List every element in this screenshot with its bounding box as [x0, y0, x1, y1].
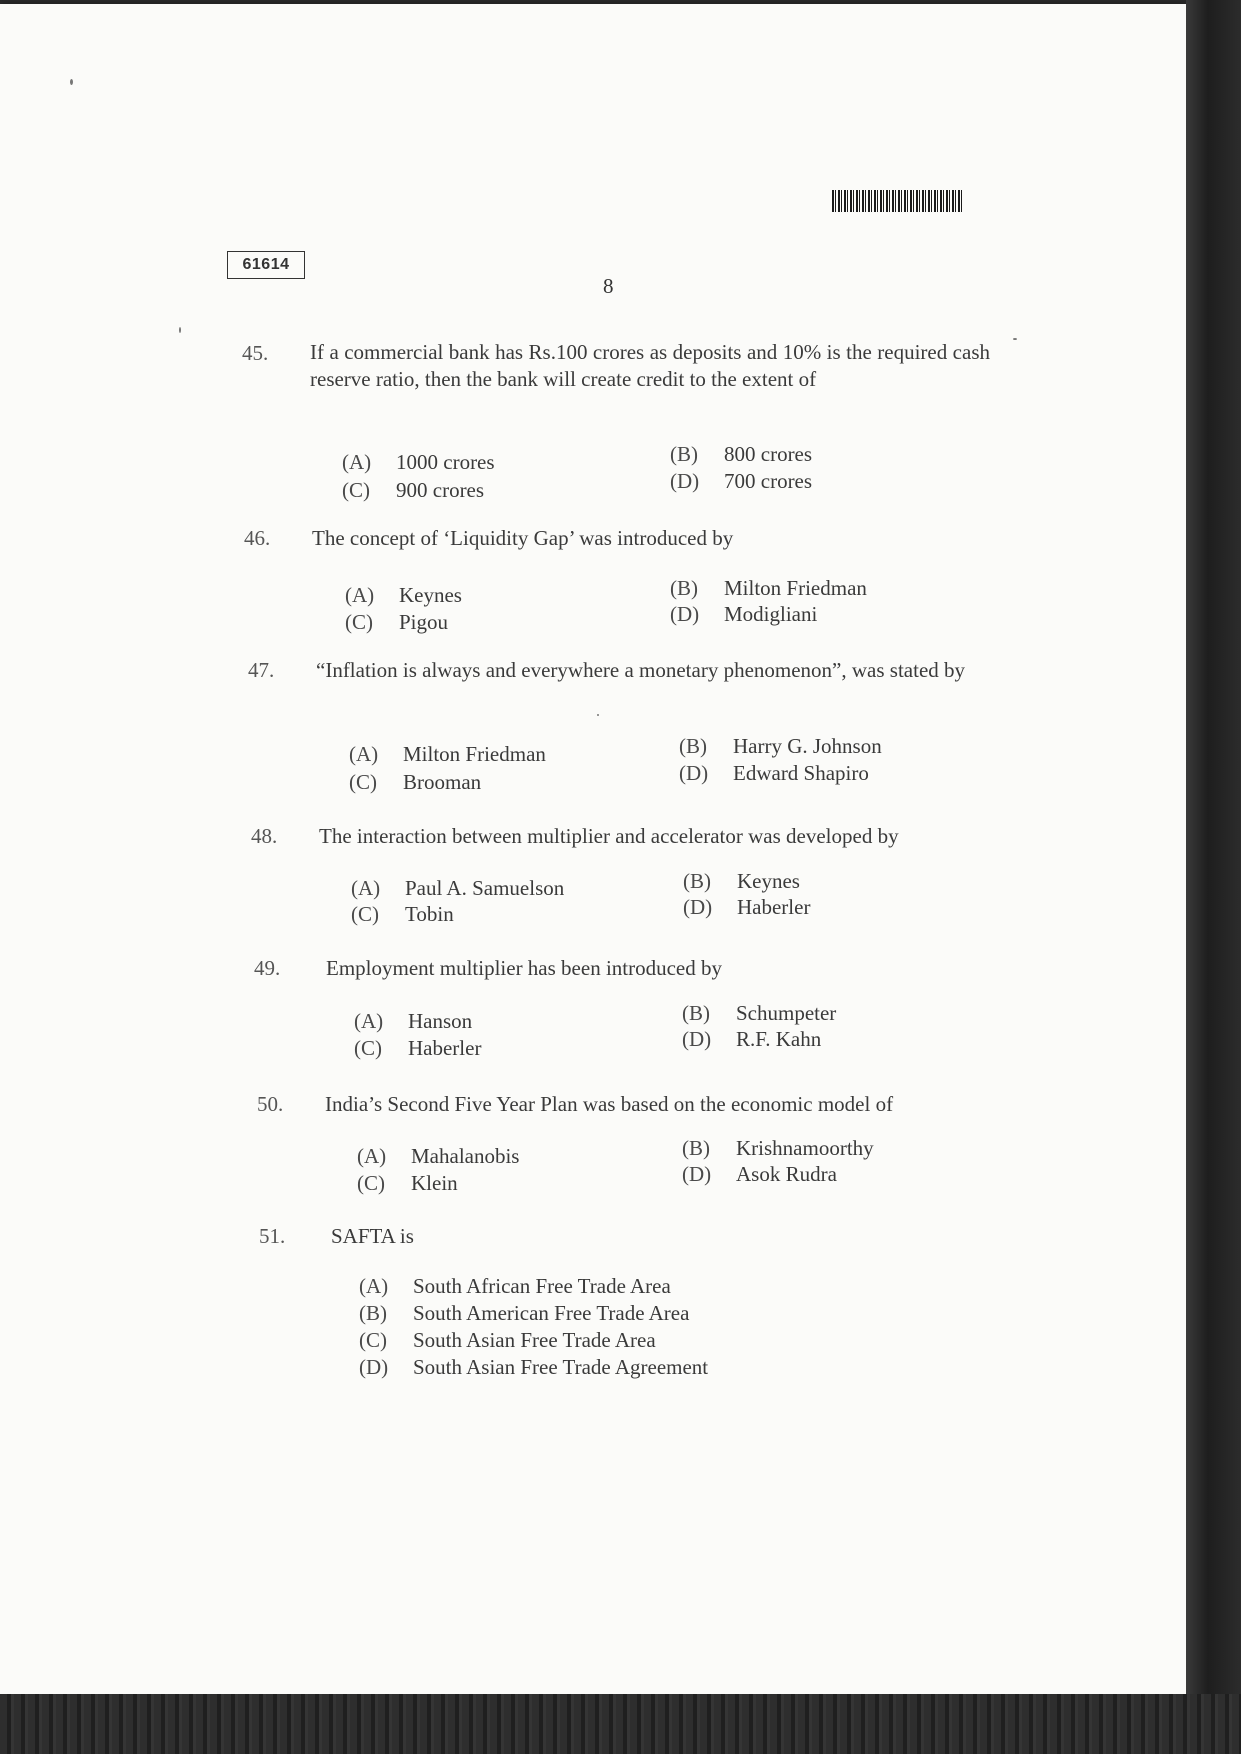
option-text: Hanson [408, 1009, 473, 1033]
option-text: Krishnamoorthy [736, 1136, 874, 1160]
option-b [682, 1134, 874, 1162]
option-text: Paul A. Samuelson [405, 876, 565, 900]
option-text: Klein [411, 1171, 458, 1195]
option-letter: (B) [683, 869, 711, 893]
option-text: 800 crores [724, 442, 813, 466]
option-letter: (A) [351, 876, 381, 900]
option-letter: (C) [357, 1171, 385, 1195]
option-letter: (D) [670, 469, 700, 493]
option-d [679, 759, 869, 787]
option-text: 900 crores [396, 478, 485, 502]
option-letter: (C) [345, 610, 373, 634]
question-51 [259, 1222, 1059, 1382]
option-c [359, 1326, 656, 1354]
option-a [359, 1272, 671, 1300]
option-letter: (A) [357, 1144, 387, 1168]
option-text: Brooman [403, 770, 482, 794]
option-letter: (D) [359, 1355, 389, 1379]
question-text: If a commercial bank has Rs.100 crores as deposits and 10% is the required cash reserve ratio, then the bank will create credit to the extent of [310, 340, 990, 391]
question-46 [244, 524, 1044, 634]
barcode [832, 190, 964, 212]
option-a [351, 874, 564, 902]
option-letter: (C) [349, 770, 377, 794]
option-a [345, 581, 462, 609]
option-b [670, 440, 812, 468]
option-a [342, 448, 495, 476]
question-47 [248, 656, 1048, 796]
question-49 [254, 954, 1054, 1064]
question-text: The interaction between multiplier and accelerator was developed by [319, 824, 899, 848]
option-d [682, 1160, 837, 1188]
question-number: 46. [244, 526, 271, 550]
option-letter: (B) [679, 734, 707, 758]
option-b [679, 732, 882, 760]
option-text: Haberler [408, 1036, 482, 1060]
option-text: Harry G. Johnson [733, 734, 882, 758]
option-letter: (A) [342, 450, 372, 474]
option-c [349, 768, 481, 796]
option-c [354, 1034, 481, 1062]
option-letter: (B) [682, 1001, 710, 1025]
option-text: R.F. Kahn [736, 1027, 822, 1051]
option-d [670, 600, 817, 628]
question-number: 50. [257, 1092, 284, 1116]
option-letter: (B) [359, 1301, 387, 1325]
option-letter: (D) [683, 895, 713, 919]
option-text: Schumpeter [736, 1001, 837, 1025]
question-number: 45. [242, 341, 269, 365]
question-45 [242, 339, 1042, 509]
option-a [354, 1007, 472, 1035]
option-c [342, 476, 484, 504]
option-letter: (C) [354, 1036, 382, 1060]
option-text: Edward Shapiro [733, 761, 869, 785]
option-text: Keynes [737, 869, 800, 893]
option-letter: (C) [359, 1328, 387, 1352]
scan-speck [70, 79, 73, 85]
question-number: 48. [251, 824, 278, 848]
option-b [670, 574, 867, 602]
question-text: “Inflation is always and everywhere a monetary phenomenon”, was stated by [316, 658, 966, 682]
option-text: South Asian Free Trade Agreement [413, 1355, 709, 1379]
question-text: The concept of ‘Liquidity Gap’ was introduced by [312, 526, 734, 550]
question-number: 47. [248, 658, 275, 682]
option-letter: (B) [682, 1136, 710, 1160]
option-text: Keynes [399, 583, 462, 607]
option-b [683, 867, 800, 895]
option-letter: (A) [354, 1009, 384, 1033]
option-text: Milton Friedman [724, 576, 867, 600]
option-text: South American Free Trade Area [413, 1301, 690, 1325]
option-c [357, 1169, 458, 1197]
option-c [345, 608, 448, 636]
option-b [359, 1299, 689, 1327]
option-text: Asok Rudra [736, 1162, 837, 1186]
option-letter: (A) [345, 583, 375, 607]
option-text: South African Free Trade Area [413, 1274, 671, 1298]
option-letter: (D) [682, 1027, 712, 1051]
option-text: Mahalanobis [411, 1144, 520, 1168]
option-letter: (B) [670, 442, 698, 466]
paper-code: 61614 [227, 251, 305, 279]
option-text: Milton Friedman [403, 742, 546, 766]
option-text: Pigou [399, 610, 449, 634]
option-text: Modigliani [724, 602, 818, 626]
question-50 [257, 1090, 1057, 1200]
question-text: SAFTA is [331, 1224, 414, 1248]
option-letter: (D) [670, 602, 700, 626]
option-letter: (A) [359, 1274, 389, 1298]
option-text: South Asian Free Trade Area [413, 1328, 656, 1352]
option-letter: (C) [351, 902, 379, 926]
scan-speck [179, 327, 181, 333]
option-text: Haberler [737, 895, 811, 919]
option-a [357, 1142, 519, 1170]
question-text: Employment multiplier has been introduced by [326, 956, 722, 980]
question-48 [251, 822, 1051, 932]
scan-background-bottom [0, 1694, 1241, 1754]
option-text: 700 crores [724, 469, 813, 493]
exam-page [0, 4, 1186, 1694]
option-d [670, 467, 812, 495]
option-letter: (D) [682, 1162, 712, 1186]
question-text: India’s Second Five Year Plan was based on the economic model of [325, 1092, 894, 1116]
option-letter: (B) [670, 576, 698, 600]
option-d [359, 1353, 708, 1381]
page-number: 8 [603, 274, 614, 298]
option-text: 1000 crores [396, 450, 495, 474]
question-number: 49. [254, 956, 281, 980]
question-number: 51. [259, 1224, 286, 1248]
option-d [682, 1025, 821, 1053]
option-b [682, 999, 836, 1027]
option-c [351, 900, 454, 928]
option-letter: (A) [349, 742, 379, 766]
option-letter: (D) [679, 761, 709, 785]
option-a [349, 740, 546, 768]
option-text: Tobin [405, 902, 454, 926]
option-letter: (C) [342, 478, 370, 502]
scan-background-right [1186, 0, 1241, 1754]
option-d [683, 893, 810, 921]
